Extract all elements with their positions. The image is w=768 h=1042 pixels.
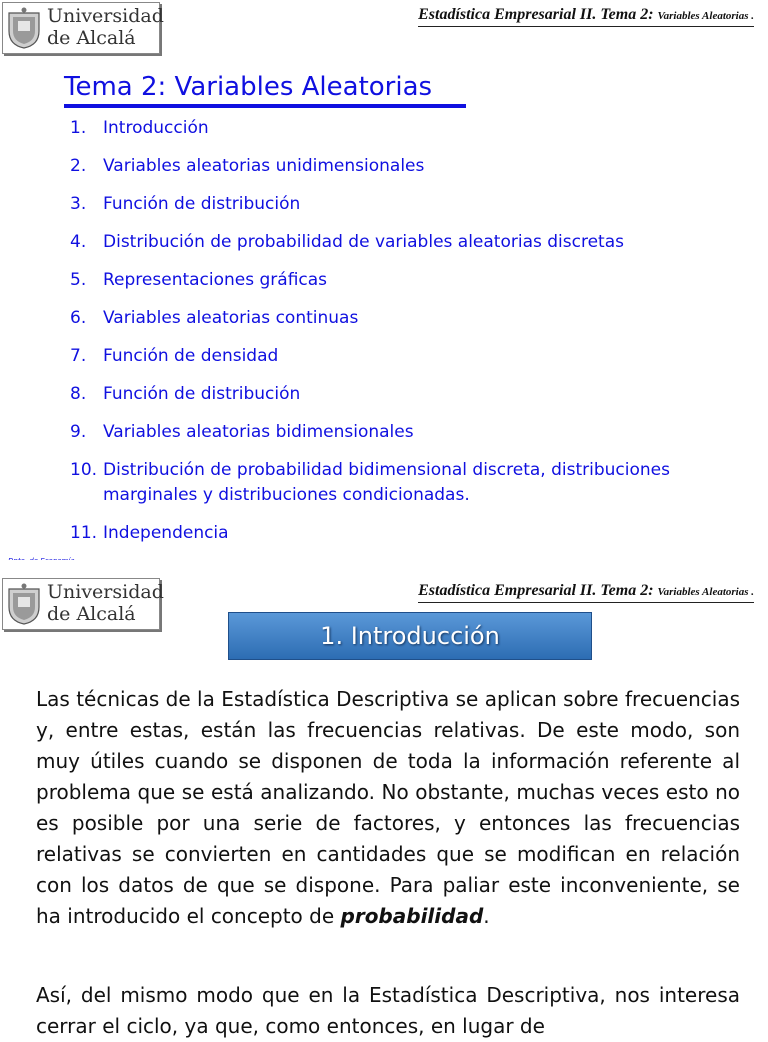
toc-item	[70, 521, 750, 546]
university-seal-icon	[7, 583, 41, 625]
section-title: 1. Introducción	[228, 612, 592, 660]
slide-introduction	[0, 560, 768, 1038]
toc-item	[70, 344, 750, 369]
toc-item	[70, 192, 750, 217]
toc-text: Variables aleatorias unidimensionales	[103, 156, 425, 176]
toc-number: 4.	[70, 232, 87, 252]
toc-number: 8.	[70, 384, 87, 404]
logo-line-2: de Alcalá	[47, 603, 136, 625]
toc-text: Función de densidad	[103, 346, 279, 366]
toc-number: 5.	[70, 270, 87, 290]
course-header-sub: Variables Aleatorias .	[657, 586, 754, 598]
course-header-main: Estadística Empresarial II. Tema 2:	[418, 6, 654, 23]
toc-item	[70, 230, 750, 255]
university-seal-icon	[7, 7, 41, 49]
table-of-contents	[70, 116, 750, 559]
toc-text: Función de distribución	[103, 384, 301, 404]
toc-text: Variables aleatorias continuas	[103, 308, 359, 328]
toc-item	[70, 154, 750, 179]
toc-item	[70, 458, 750, 508]
toc-item	[70, 420, 750, 445]
toc-item	[70, 382, 750, 407]
logo-line-1: Universidad	[47, 5, 164, 27]
toc-item	[70, 268, 750, 293]
intro-paragraph-2: Así, del mismo modo que en la Estadística Descriptiva, nos interesa cerrar el ciclo, ya que, como entonces, en lugar de	[36, 983, 740, 1038]
toc-number: 2.	[70, 156, 87, 176]
toc-text: Distribución de probabilidad bidimensional discreta, distribuciones marginales y distribuciones condicionadas.	[103, 460, 670, 505]
toc-text: Introducción	[103, 118, 209, 138]
logo-line-2: de Alcalá	[47, 27, 136, 49]
university-logo	[2, 578, 164, 630]
toc-item	[70, 116, 750, 141]
toc-text: Independencia	[103, 523, 229, 543]
toc-number: 9.	[70, 422, 87, 442]
toc-text: Función de distribución	[103, 194, 301, 214]
course-header	[418, 6, 754, 27]
toc-number: 11.	[70, 523, 98, 543]
toc-text: Representaciones gráficas	[103, 270, 328, 290]
course-header-sub: Variables Aleatorias .	[657, 10, 754, 22]
toc-text: Variables aleatorias bidimensionales	[103, 422, 414, 442]
toc-number: 7.	[70, 346, 87, 366]
page-title: Tema 2: Variables Aleatorias	[64, 70, 466, 108]
logo-line-1: Universidad	[47, 581, 164, 603]
university-logo	[2, 2, 164, 54]
toc-text: Distribución de probabilidad de variables aleatorias discretas	[103, 232, 624, 252]
intro-paragraph-1	[36, 684, 740, 932]
toc-number: 3.	[70, 194, 87, 214]
intro-paragraph-1-text: Las técnicas de la Estadística Descriptiva se aplican sobre frecuencias y, entre estas, están las frecuencias relativas. De este modo, son muy útiles cuando se disponen de toda la información referente al problema que se está analizando. No obstante, muchas veces esto no es posible por una serie de factores, y entonces las frecuencias relativas se convierten en cantidades que se modifican en relación con los datos de que se dispone. Para paliar este inconveniente, se ha introducido el concepto de	[36, 687, 740, 928]
probability-term: probabilidad	[340, 904, 484, 928]
course-header-main: Estadística Empresarial II. Tema 2:	[418, 582, 654, 599]
course-header	[418, 582, 754, 603]
toc-number: 10.	[70, 460, 98, 480]
toc-number: 6.	[70, 308, 87, 328]
toc-item	[70, 306, 750, 331]
intro-paragraph-1-end: .	[483, 904, 490, 928]
toc-number: 1.	[70, 118, 87, 138]
